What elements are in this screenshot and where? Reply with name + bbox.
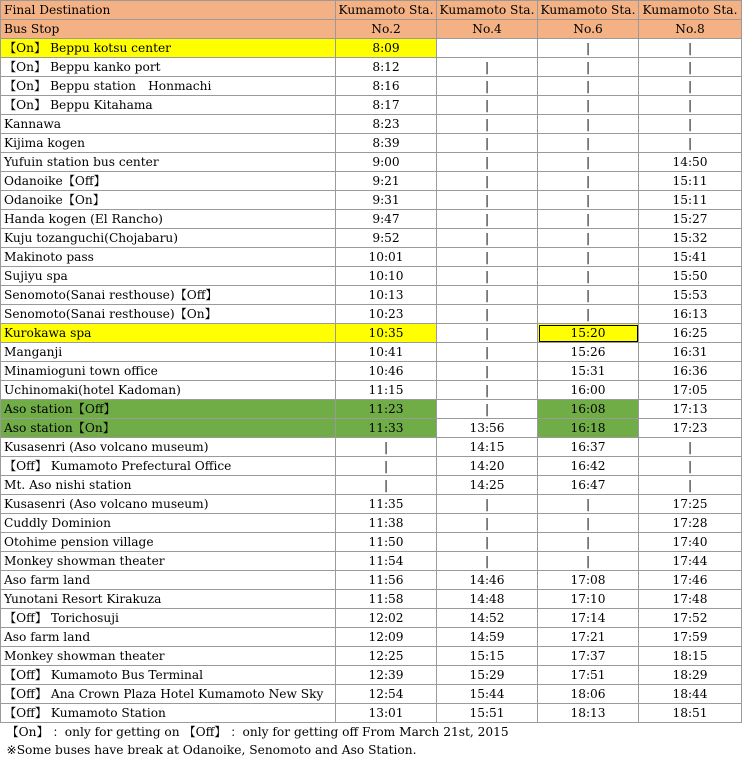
time-cell-no2[interactable]: 12:25 (336, 647, 437, 666)
bus-stop-name[interactable]: Monkey showman theater (1, 552, 336, 571)
bus-stop-name[interactable]: 【Off】 Kumamoto Station (1, 704, 336, 723)
bus-stop-name[interactable]: 【Off】 Kumamoto Bus Terminal (1, 666, 336, 685)
time-cell-no6[interactable]: | (538, 267, 639, 286)
table-row (1, 419, 742, 438)
header-bus-no8[interactable]: No.8 (639, 20, 742, 39)
time-cell-no6[interactable]: | (538, 514, 639, 533)
time-cell-no6[interactable]: | (538, 229, 639, 248)
time-cell-no8[interactable]: | (639, 77, 742, 96)
time-cell-no8[interactable]: 15:41 (639, 248, 742, 267)
time-cell-no2[interactable]: 11:23 (336, 400, 437, 419)
time-cell-no8[interactable]: 15:27 (639, 210, 742, 229)
time-cell-no8[interactable]: 17:23 (639, 419, 742, 438)
time-cell-no8[interactable]: 17:28 (639, 514, 742, 533)
table-row (1, 229, 742, 248)
bus-stop-name[interactable]: Makinoto pass (1, 248, 336, 267)
bus-stop-name[interactable]: 【On】 Beppu kanko port (1, 58, 336, 77)
time-cell-no8[interactable]: 16:31 (639, 343, 742, 362)
time-cell-no8[interactable]: 17:46 (639, 571, 742, 590)
time-cell-no2[interactable]: 10:46 (336, 362, 437, 381)
time-cell-no4[interactable]: | (437, 96, 538, 115)
note-breaks: ※Some buses have break at Odanoike, Senomoto and Aso Station. (6, 743, 417, 757)
time-cell-no8[interactable]: 15:32 (639, 229, 742, 248)
time-cell-no4[interactable]: | (437, 191, 538, 210)
bus-stop-name[interactable]: Kurokawa spa (1, 324, 336, 343)
time-cell-no2[interactable]: 8:17 (336, 96, 437, 115)
table-row (1, 476, 742, 495)
bus-stop-name[interactable]: 【On】 Beppu kotsu center (1, 39, 336, 58)
bus-stop-name[interactable]: Otohime pension village (1, 533, 336, 552)
bus-stop-name[interactable]: Aso farm land (1, 628, 336, 647)
time-cell-no2[interactable]: 11:56 (336, 571, 437, 590)
header-bus-no4[interactable]: No.4 (437, 20, 538, 39)
header-bus-no6[interactable]: No.6 (538, 20, 639, 39)
time-cell-no6[interactable]: | (538, 210, 639, 229)
time-cell-no2[interactable]: 8:23 (336, 115, 437, 134)
time-cell-no8[interactable]: | (639, 134, 742, 153)
time-cell-no8[interactable]: | (639, 476, 742, 495)
time-cell-no6[interactable]: 17:10 (538, 590, 639, 609)
bus-stop-name[interactable]: 【Off】 Kumamoto Prefectural Office (1, 457, 336, 476)
time-cell-no6[interactable]: | (538, 533, 639, 552)
header-destination-no4[interactable]: Kumamoto Sta. (437, 1, 538, 20)
time-cell-no4[interactable]: | (437, 552, 538, 571)
bus-stop-name[interactable]: Mt. Aso nishi station (1, 476, 336, 495)
time-cell-no4[interactable]: 15:44 (437, 685, 538, 704)
time-cell-no8[interactable]: 17:48 (639, 590, 742, 609)
time-cell-no4[interactable]: | (437, 210, 538, 229)
time-cell-no4[interactable]: | (437, 153, 538, 172)
bus-stop-name[interactable]: Sujiyu spa (1, 267, 336, 286)
time-cell-no2[interactable]: | (336, 457, 437, 476)
header-busnumber-row (1, 20, 742, 39)
time-cell-no2[interactable]: 12:39 (336, 666, 437, 685)
time-cell-no4[interactable]: 15:15 (437, 647, 538, 666)
time-cell-no8[interactable]: 17:25 (639, 495, 742, 514)
table-row (1, 286, 742, 305)
table-row (1, 647, 742, 666)
time-cell-no6[interactable]: 15:20 (538, 324, 639, 343)
time-cell-no8[interactable]: 17:05 (639, 381, 742, 400)
time-cell-no2[interactable]: 11:38 (336, 514, 437, 533)
table-row (1, 609, 742, 628)
time-cell-no2[interactable]: 11:50 (336, 533, 437, 552)
time-cell-no4[interactable]: | (437, 533, 538, 552)
time-cell-no4[interactable]: 14:46 (437, 571, 538, 590)
bus-stop-name[interactable]: Odanoike【On】 (1, 191, 336, 210)
time-cell-no4[interactable]: | (437, 362, 538, 381)
bus-stop-name[interactable]: Kusasenri (Aso volcano museum) (1, 495, 336, 514)
note-on-off-legend: 【On】 ：only for getting on 【Off】 ：only for getting off From March 21st, 2015 (6, 725, 509, 739)
bus-stop-name[interactable]: Cuddly Dominion (1, 514, 336, 533)
time-cell-no8[interactable]: | (639, 438, 742, 457)
time-cell-no6[interactable]: 15:26 (538, 343, 639, 362)
time-cell-no2[interactable]: 9:31 (336, 191, 437, 210)
time-cell-no6[interactable]: | (538, 191, 639, 210)
bus-stop-name[interactable]: 【On】 Beppu Kitahama (1, 96, 336, 115)
time-cell-no6[interactable]: 15:31 (538, 362, 639, 381)
time-cell-no8[interactable]: 18:29 (639, 666, 742, 685)
time-cell-no4[interactable]: 14:52 (437, 609, 538, 628)
time-cell-no4[interactable]: 15:29 (437, 666, 538, 685)
time-cell-no2[interactable]: | (336, 438, 437, 457)
bus-stop-name[interactable]: Handa kogen (El Rancho) (1, 210, 336, 229)
bus-stop-name[interactable]: Yufuin station bus center (1, 153, 336, 172)
bus-stop-name[interactable]: Aso station【Off】 (1, 400, 336, 419)
time-cell-no2[interactable]: 9:52 (336, 229, 437, 248)
time-cell-no8[interactable]: 16:13 (639, 305, 742, 324)
time-cell-no2[interactable]: 8:16 (336, 77, 437, 96)
time-cell-no6[interactable]: 16:42 (538, 457, 639, 476)
header-final-destination-label[interactable]: Final Destination (1, 1, 336, 20)
time-cell-no2[interactable]: 12:54 (336, 685, 437, 704)
table-row (1, 704, 742, 723)
time-cell-no2[interactable]: 9:47 (336, 210, 437, 229)
time-cell-no4[interactable]: | (437, 172, 538, 191)
time-cell-no8[interactable]: 17:44 (639, 552, 742, 571)
time-cell-no4[interactable]: 14:20 (437, 457, 538, 476)
table-row (1, 39, 742, 58)
time-cell-no4[interactable]: | (437, 267, 538, 286)
bus-stop-name[interactable]: Kuju tozanguchi(Chojabaru) (1, 229, 336, 248)
table-row (1, 438, 742, 457)
table-row (1, 324, 742, 343)
bus-stop-name[interactable]: Aso farm land (1, 571, 336, 590)
table-row (1, 685, 742, 704)
table-row (1, 96, 742, 115)
time-cell-no8[interactable]: 15:53 (639, 286, 742, 305)
time-cell-no6[interactable]: | (538, 495, 639, 514)
header-destination-no8[interactable]: Kumamoto Sta. (639, 1, 742, 20)
time-cell-no8[interactable]: 15:50 (639, 267, 742, 286)
bus-stop-name[interactable]: Senomoto(Sanai resthouse)【On】 (1, 305, 336, 324)
time-cell-no4[interactable]: 14:25 (437, 476, 538, 495)
time-cell-no6[interactable]: 16:18 (538, 419, 639, 438)
time-cell-no6[interactable]: 18:06 (538, 685, 639, 704)
bus-stop-name[interactable]: 【Off】 Torichosuji (1, 609, 336, 628)
time-cell-no2[interactable]: 8:39 (336, 134, 437, 153)
time-cell-no6[interactable]: 17:14 (538, 609, 639, 628)
time-cell-no4[interactable]: 15:51 (437, 704, 538, 723)
time-cell-no6[interactable]: | (538, 248, 639, 267)
time-cell-no8[interactable]: | (639, 457, 742, 476)
time-cell-no6[interactable]: 17:08 (538, 571, 639, 590)
table-row (1, 590, 742, 609)
time-cell-no6[interactable]: | (538, 115, 639, 134)
notes-section (1, 723, 742, 760)
time-cell-no8[interactable]: 17:59 (639, 628, 742, 647)
time-cell-no8[interactable]: | (639, 39, 742, 58)
table-row (1, 533, 742, 552)
time-cell-no4[interactable]: 14:15 (437, 438, 538, 457)
table-row (1, 666, 742, 685)
bus-stop-name[interactable]: Kusasenri (Aso volcano museum) (1, 438, 336, 457)
time-cell-no6[interactable]: | (538, 305, 639, 324)
time-cell-no8[interactable]: 18:44 (639, 685, 742, 704)
time-cell-no4[interactable]: | (437, 495, 538, 514)
time-cell-no6[interactable]: 17:37 (538, 647, 639, 666)
bus-stop-name[interactable]: Minamioguni town office (1, 362, 336, 381)
time-cell-no4[interactable]: | (437, 134, 538, 153)
time-cell-no4[interactable]: | (437, 324, 538, 343)
bus-stop-name[interactable]: Kannawa (1, 115, 336, 134)
time-cell-no4[interactable]: | (437, 286, 538, 305)
time-cell-no4[interactable]: | (437, 514, 538, 533)
time-cell-no6[interactable]: | (538, 134, 639, 153)
table-row (1, 305, 742, 324)
header-destination-no2[interactable]: Kumamoto Sta. (336, 1, 437, 20)
table-row (1, 495, 742, 514)
table-row (1, 153, 742, 172)
time-cell-no8[interactable]: 15:11 (639, 191, 742, 210)
header-destination-no6[interactable]: Kumamoto Sta. (538, 1, 639, 20)
time-cell-no4[interactable]: | (437, 115, 538, 134)
time-cell-no8[interactable]: 17:13 (639, 400, 742, 419)
table-row (1, 362, 742, 381)
table-row (1, 552, 742, 571)
bus-stop-name[interactable]: Monkey showman theater (1, 647, 336, 666)
bus-stop-name[interactable]: 【Off】 Ana Crown Plaza Hotel Kumamoto New Sky (1, 685, 336, 704)
time-cell-no2[interactable]: 12:02 (336, 609, 437, 628)
time-cell-no6[interactable]: | (538, 286, 639, 305)
time-cell-no8[interactable]: 16:25 (639, 324, 742, 343)
table-row (1, 571, 742, 590)
time-cell-no6[interactable]: 16:08 (538, 400, 639, 419)
time-cell-no4[interactable]: | (437, 248, 538, 267)
time-cell-no6[interactable]: 16:47 (538, 476, 639, 495)
time-cell-no6[interactable]: | (538, 77, 639, 96)
header-bus-stop-label[interactable]: Bus Stop (1, 20, 336, 39)
time-cell-no6[interactable]: 18:13 (538, 704, 639, 723)
table-row (1, 115, 742, 134)
time-cell-no2[interactable]: 11:58 (336, 590, 437, 609)
table-row (1, 77, 742, 96)
bus-stop-name[interactable]: Uchinomaki(hotel Kadoman) (1, 381, 336, 400)
time-cell-no2[interactable]: 11:54 (336, 552, 437, 571)
time-cell-no8[interactable]: 15:11 (639, 172, 742, 191)
time-cell-no2[interactable]: 11:15 (336, 381, 437, 400)
time-cell-no4[interactable]: | (437, 77, 538, 96)
time-cell-no8[interactable]: 17:40 (639, 533, 742, 552)
time-cell-no4[interactable]: | (437, 381, 538, 400)
table-row (1, 343, 742, 362)
table-row (1, 400, 742, 419)
bus-stop-name[interactable]: Kijima kogen (1, 134, 336, 153)
table-row (1, 58, 742, 77)
time-cell-no2[interactable]: 10:23 (336, 305, 437, 324)
time-cell-no2[interactable]: 10:13 (336, 286, 437, 305)
header-bus-no2[interactable]: No.2 (336, 20, 437, 39)
header-destination-row (1, 1, 742, 20)
time-cell-no4[interactable]: | (437, 229, 538, 248)
time-cell-no4[interactable]: | (437, 305, 538, 324)
time-cell-no8[interactable]: 18:51 (639, 704, 742, 723)
time-cell-no8[interactable]: 18:15 (639, 647, 742, 666)
table-row (1, 267, 742, 286)
time-cell-no2[interactable]: 10:01 (336, 248, 437, 267)
table-row (1, 191, 742, 210)
time-cell-no2[interactable]: 9:00 (336, 153, 437, 172)
table-row (1, 381, 742, 400)
time-cell-no8[interactable]: | (639, 115, 742, 134)
time-cell-no2[interactable]: 9:21 (336, 172, 437, 191)
bus-stop-name[interactable]: Manganji (1, 343, 336, 362)
table-row (1, 134, 742, 153)
time-cell-no6[interactable]: | (538, 172, 639, 191)
time-cell-no6[interactable]: 17:51 (538, 666, 639, 685)
time-cell-no8[interactable]: 14:50 (639, 153, 742, 172)
bus-stop-name[interactable]: Yunotani Resort Kirakuza (1, 590, 336, 609)
time-cell-no2[interactable]: 10:35 (336, 324, 437, 343)
bus-stop-name[interactable]: 【On】 Beppu station Honmachi (1, 77, 336, 96)
table-row (1, 514, 742, 533)
time-cell-no2[interactable]: | (336, 476, 437, 495)
table-row (1, 210, 742, 229)
time-cell-no2[interactable]: 11:35 (336, 495, 437, 514)
time-cell-no2[interactable]: 10:41 (336, 343, 437, 362)
time-cell-no8[interactable]: | (639, 96, 742, 115)
time-cell-no8[interactable]: 17:52 (639, 609, 742, 628)
time-cell-no6[interactable]: 16:37 (538, 438, 639, 457)
time-cell-no4[interactable]: 13:56 (437, 419, 538, 438)
bus-stop-name[interactable]: Senomoto(Sanai resthouse)【Off】 (1, 286, 336, 305)
time-cell-no2[interactable]: 11:33 (336, 419, 437, 438)
time-cell-no8[interactable]: 16:36 (639, 362, 742, 381)
time-cell-no4[interactable] (437, 39, 538, 58)
time-cell-no4[interactable]: | (437, 58, 538, 77)
table-row (1, 248, 742, 267)
table-row (1, 457, 742, 476)
time-cell-no6[interactable]: | (538, 96, 639, 115)
time-cell-no8[interactable]: | (639, 58, 742, 77)
time-cell-no4[interactable]: 14:48 (437, 590, 538, 609)
bus-stop-name[interactable]: Odanoike【Off】 (1, 172, 336, 191)
time-cell-no6[interactable]: 17:21 (538, 628, 639, 647)
time-cell-no6[interactable]: | (538, 552, 639, 571)
time-cell-no4[interactable]: | (437, 400, 538, 419)
time-cell-no2[interactable]: 12:09 (336, 628, 437, 647)
time-cell-no2[interactable]: 8:09 (336, 39, 437, 58)
time-cell-no4[interactable]: 14:59 (437, 628, 538, 647)
time-cell-no6[interactable]: | (538, 153, 639, 172)
time-cell-no2[interactable]: 13:01 (336, 704, 437, 723)
table-row (1, 628, 742, 647)
time-cell-no4[interactable]: | (437, 343, 538, 362)
time-cell-no6[interactable]: 16:00 (538, 381, 639, 400)
time-cell-no6[interactable]: | (538, 58, 639, 77)
time-cell-no2[interactable]: 8:12 (336, 58, 437, 77)
time-cell-no6[interactable]: | (538, 39, 639, 58)
time-cell-no2[interactable]: 10:10 (336, 267, 437, 286)
bus-stop-name[interactable]: Aso station【On】 (1, 419, 336, 438)
table-row (1, 172, 742, 191)
